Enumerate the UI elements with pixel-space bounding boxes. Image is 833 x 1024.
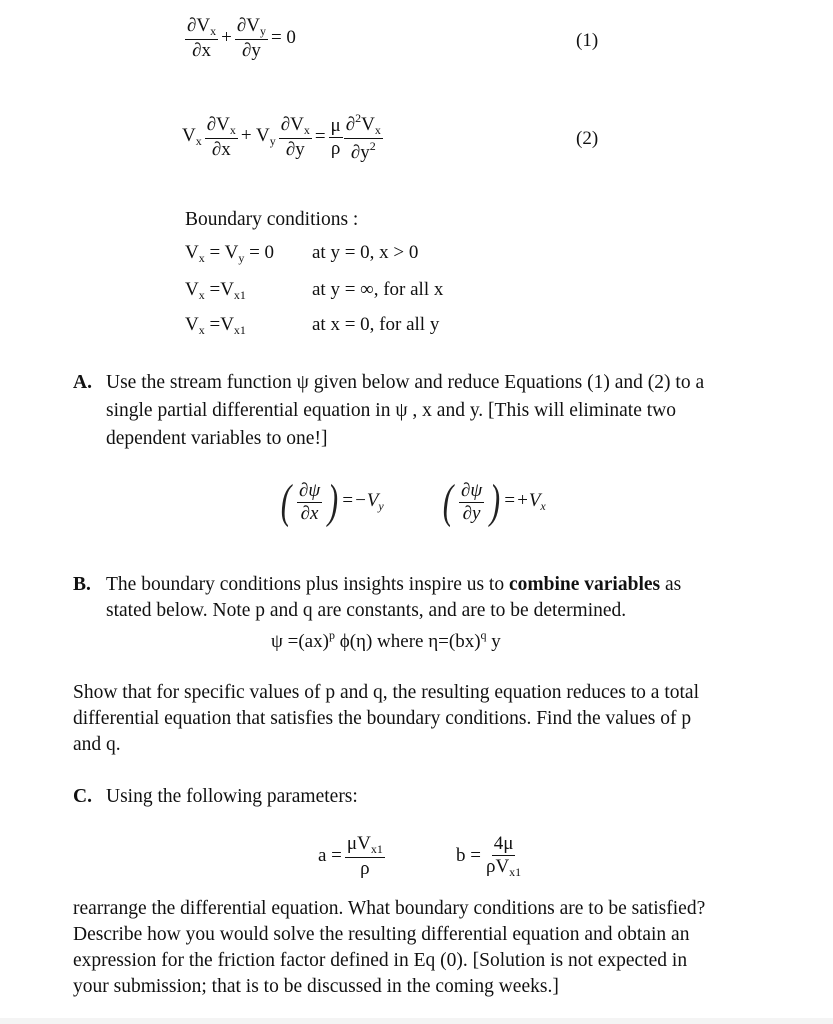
bc2-sub1: x [198, 288, 205, 302]
dpsi-dx-num: ∂ψ [298, 479, 321, 501]
left-paren-1: ( [280, 475, 292, 528]
page-bottom-edge [0, 1018, 833, 1024]
param-a-num-sub: x1 [370, 842, 383, 856]
bc3-mid: =V [204, 314, 234, 335]
eq1-den-b: ∂y [241, 39, 261, 61]
part-a-line-1: Use the stream function ψ given below and reduce Equations (1) and (2) to a [106, 372, 705, 393]
eq2-t2-den: ∂y [285, 138, 305, 160]
equation-1 [182, 16, 296, 61]
eq2-t2-num-sub: x [303, 123, 310, 137]
bc3-v: V [185, 314, 199, 335]
parameter-a [318, 834, 388, 879]
bc3-sub1: x [198, 323, 205, 337]
eq2-r2-v: V [361, 114, 375, 135]
part-c-intro: Using the following parameters: [106, 786, 358, 807]
dpsi-dy-num: ∂ψ [460, 479, 483, 501]
psi-formula-a: ψ =(ax) [271, 631, 329, 652]
bc2-mid: =V [204, 279, 234, 300]
part-c-line-2: Describe how you would solve the resulting differential equation and obtain an [73, 924, 690, 945]
second-derivative-fraction [344, 112, 383, 163]
psi-formula-sup-p: p [328, 628, 335, 642]
eq2-t1-den: ∂x [211, 138, 231, 160]
param-a-den: ρ [360, 857, 370, 879]
stream-function-dpsi-dy [440, 475, 546, 528]
eq2-term2-fraction [279, 115, 312, 160]
mu-over-rho-fraction [329, 116, 343, 159]
part-c-line-4: your submission; that is to be discussed in the coming weeks.] [73, 976, 559, 997]
param-b-lhs: b = [456, 845, 481, 867]
combine-variables-emphasis: combine variables [508, 574, 661, 595]
equation-2-number: (2) [576, 128, 599, 149]
param-b-num: 4μ [493, 833, 514, 854]
param-b-den: ρV [485, 855, 510, 877]
boundary-row-1-lhs [185, 242, 274, 266]
show-line-3: and q. [73, 734, 121, 755]
equation-2 [182, 112, 386, 163]
eq2-v-sub: x [195, 134, 202, 149]
psi-formula-b: ϕ(η) where η=(bx) [334, 631, 481, 652]
bc1-end: = 0 [244, 242, 275, 263]
eq2-plus-vy-sub: y [269, 134, 276, 149]
eq1-num-b-sub: y [259, 24, 266, 38]
eq2-t1-num: ∂V [206, 114, 230, 135]
bc1-sub1: x [198, 251, 205, 265]
show-line-2: differential equation that satisfies the boundary conditions. Find the values of p [73, 708, 692, 729]
eq1-num-a-sub: x [210, 24, 217, 38]
boundary-row-1-rhs: at y = 0, x > 0 [312, 242, 419, 263]
param-b-den-sub: x1 [509, 864, 522, 879]
psi-formula-sup-q: q [480, 628, 487, 642]
eq1-rhs: = 0 [270, 27, 296, 49]
part-a-label: A. [73, 372, 92, 393]
eq2-term1-fraction [205, 115, 238, 160]
dvx-dx-fraction [185, 16, 218, 61]
dpsi-dx-rhs-sub: y [378, 499, 384, 513]
equation-1-number: (1) [576, 30, 599, 51]
eq2-equals: = [314, 126, 326, 148]
part-a-line-3: dependent variables to one!] [106, 428, 328, 449]
boundary-heading: Boundary conditions : [185, 209, 359, 230]
boundary-row-3-rhs: at x = 0, for all y [312, 314, 440, 335]
eq2-t2-num: ∂V [280, 114, 304, 135]
right-paren-1: ) [327, 475, 339, 528]
eq2-r2-den-sup: 2 [369, 138, 376, 153]
bc2-v: V [185, 279, 199, 300]
combined-variable-formula [271, 628, 501, 653]
bc1-v: V [185, 242, 199, 263]
part-b-label: B. [73, 574, 91, 595]
eq1-plus: + [221, 27, 232, 49]
dpsi-dx-rhs: =−V [341, 490, 379, 511]
eq2-v: V [182, 125, 196, 147]
boundary-row-2-lhs [185, 279, 246, 303]
part-b-line-1 [106, 572, 681, 597]
boundary-row-3-lhs [185, 314, 246, 338]
eq2-r2-sup: 2 [355, 111, 362, 125]
dpsi-dx-fraction [297, 481, 322, 524]
part-c-line-1: rearrange the differential equation. What boundary conditions are to be satisfied? [73, 898, 706, 919]
boundary-row-2-rhs: at y = ∞, for all x [312, 279, 444, 300]
dpsi-dx-den: ∂x [300, 502, 319, 524]
part-b-line-1-c: as [660, 574, 682, 595]
part-b-line-1-a: The boundary conditions plus insights inspire us to [106, 574, 509, 595]
right-paren-2: ) [489, 475, 501, 528]
eq2-r2-den: ∂y [350, 141, 370, 163]
eq1-num-a: ∂V [187, 15, 211, 36]
bc1-sub2: y [238, 251, 245, 265]
dpsi-dy-den: ∂y [462, 502, 481, 524]
bc3-sub2: x1 [233, 323, 246, 337]
left-paren-2: ( [442, 475, 454, 528]
param-a-num: μV [346, 833, 371, 854]
eq2-rho: ρ [330, 137, 341, 159]
eq2-t1-num-sub: x [229, 123, 236, 137]
psi-formula-c: y [486, 631, 501, 652]
dpsi-dy-fraction [459, 481, 484, 524]
param-b-fraction [484, 834, 523, 879]
param-a-fraction [345, 834, 385, 879]
bc2-sub2: x1 [233, 288, 246, 302]
eq1-den-a: ∂x [192, 39, 211, 61]
dpsi-dy-rhs-sub: x [540, 499, 546, 513]
eq2-mu: μ [330, 114, 341, 136]
part-c-label: C. [73, 786, 92, 807]
stream-function-dpsi-dx [278, 475, 384, 528]
eq2-r2-partial: ∂ [345, 114, 356, 135]
dpsi-dy-rhs: =+V [503, 490, 541, 511]
part-a-line-2: single partial differential equation in ψ , x and y. [This will eliminate two [106, 400, 676, 421]
dvy-dy-fraction [235, 16, 268, 61]
part-c-line-3: expression for the friction factor defined in Eq (0). [Solution is not expected in [73, 950, 688, 971]
bc1-mid: = V [204, 242, 239, 263]
param-a-lhs: a = [318, 845, 342, 867]
parameter-b [456, 834, 526, 879]
eq2-plus-vy: + V [240, 125, 270, 147]
eq2-r2-sub: x [374, 123, 381, 137]
part-b-line-2: stated below. Note p and q are constants, and are to be determined. [106, 600, 627, 621]
show-line-1: Show that for specific values of p and q, the resulting equation reduces to a total [73, 682, 699, 703]
eq1-num-b: ∂V [236, 15, 260, 36]
